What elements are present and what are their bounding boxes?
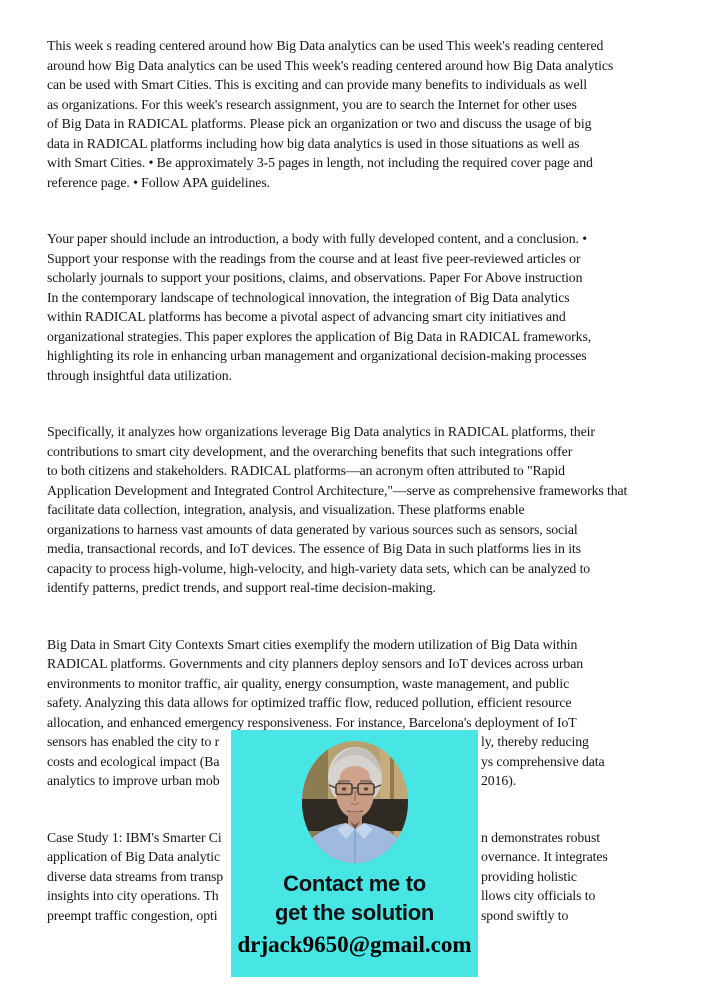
text-fragment-right: spond swiftly to — [481, 907, 569, 923]
overlay-headline-line1: Contact me to — [283, 871, 426, 896]
text-fragment-right: n demonstrates robust — [481, 829, 600, 845]
solution-overlay — [231, 730, 478, 977]
text-line: Your paper should include an introduction, a body with fully developed content, and a conclusion. • — [47, 231, 587, 246]
text-fragment-right: providing holistic — [481, 868, 577, 884]
text-line: In the contemporary landscape of technological innovation, the integration of Big Data analytics — [47, 289, 570, 305]
text-line: can be used with Smart Cities. This is exciting and can provide many benefits to individuals as well — [47, 77, 587, 92]
text-fragment-right: ys comprehensive data — [481, 753, 605, 769]
text-line: capacity to process high-volume, high-velocity, and high-variety data sets, which can be analyzed to — [47, 560, 591, 576]
text-fragment-right: 2016). — [481, 773, 517, 788]
text-fragment-left: insights into city operations. Th — [47, 888, 219, 903]
text-line: with Smart Cities. • Be approximately 3-5 pages in length, not including the required cover page and — [47, 155, 593, 170]
text-line: contributions to smart city development, and the overarching benefits that such integrations offer — [47, 443, 573, 459]
text-fragment-right: ly, thereby reducing — [481, 734, 589, 749]
paragraph — [47, 422, 692, 598]
text-line: through insightful data utilization. — [47, 367, 232, 383]
text-line: safety. Analyzing this data allows for optimized traffic flow, reduced pollution, efficient resource — [47, 695, 572, 710]
text-line: of Big Data in RADICAL platforms. Please pick an organization or two and discuss the usage of big — [47, 116, 592, 131]
paragraph — [47, 229, 692, 385]
text-line: identify patterns, predict trends, and support real-time decision-making. — [47, 580, 436, 595]
text-line: facilitate data collection, integration, analysis, and visualization. These platforms enable — [47, 502, 525, 517]
text-line: Big Data in Smart City Contexts Smart cities exemplify the modern utilization of Big Data within — [47, 636, 578, 652]
text-line: reference page. • Follow APA guidelines. — [47, 174, 270, 190]
text-line: highlighting its role in enhancing urban management and organizational decision-making processes — [47, 348, 587, 363]
text-line: media, transactional records, and IoT devices. The essence of Big Data in such platforms lies in its — [47, 541, 581, 556]
text-fragment-right: overnance. It integrates — [481, 849, 608, 864]
text-line: RADICAL platforms. Governments and city planners deploy sensors and IoT devices across urban — [47, 656, 584, 671]
text-line: organizations to harness vast amounts of data generated by various sources such as sensors, social — [47, 521, 578, 537]
text-fragment-right: llows city officials to — [481, 888, 596, 903]
text-line: This week s reading centered around how Big Data analytics can be used This week's reading centered — [47, 38, 604, 53]
text-fragment-left: sensors has enabled the city to r — [47, 734, 220, 749]
overlay-headline-line2: get the solution — [275, 900, 434, 925]
text-line: Support your response with the readings from the course and at least five peer-reviewed articles or — [47, 250, 581, 266]
text-line: Specifically, it analyzes how organizations leverage Big Data analytics in RADICAL platforms, their — [47, 424, 595, 439]
text-line: scholarly journals to support your positions, claims, and observations. Paper For Above instruction — [47, 270, 583, 285]
paragraph — [47, 36, 692, 192]
text-line: as organizations. For this week's research assignment, you are to search the Internet for other uses — [47, 96, 577, 112]
consultant-photo — [302, 741, 408, 863]
overlay-email: drjack9650@gmail.com — [237, 932, 472, 957]
text-line: environments to monitor traffic, air quality, energy consumption, waste management, and public — [47, 675, 570, 691]
text-fragment-left: Case Study 1: IBM's Smarter Ci — [47, 829, 222, 845]
text-line: allocation, and enhanced emergency responsiveness. For instance, Barcelona's deployment of IoT — [47, 714, 577, 730]
text-fragment-left: costs and ecological impact (Ba — [47, 753, 220, 769]
text-line: around how Big Data analytics can be used This week's reading centered around how Big Data analytics — [47, 57, 614, 73]
text-line: organizational strategies. This paper explores the application of Big Data in RADICAL frameworks, — [47, 328, 592, 344]
text-fragment-left: preempt traffic congestion, opti — [47, 907, 218, 923]
text-fragment-left: analytics to improve urban mob — [47, 773, 220, 788]
text-fragment-left: application of Big Data analytic — [47, 849, 221, 864]
text-line: Application Development and Integrated Control Architecture,"—serve as comprehensive frameworks that — [47, 482, 628, 498]
text-line: to both citizens and stakeholders. RADICAL platforms—an acronym often attributed to "Rapid — [47, 463, 565, 478]
text-line: data in RADICAL platforms including how big data analytics is used in those situations as well as — [47, 135, 580, 151]
text-fragment-left: diverse data streams from transp — [47, 868, 224, 884]
text-line: within RADICAL platforms has become a pivotal aspect of advancing smart city initiatives and — [47, 309, 566, 324]
overlay-headline — [275, 869, 434, 927]
